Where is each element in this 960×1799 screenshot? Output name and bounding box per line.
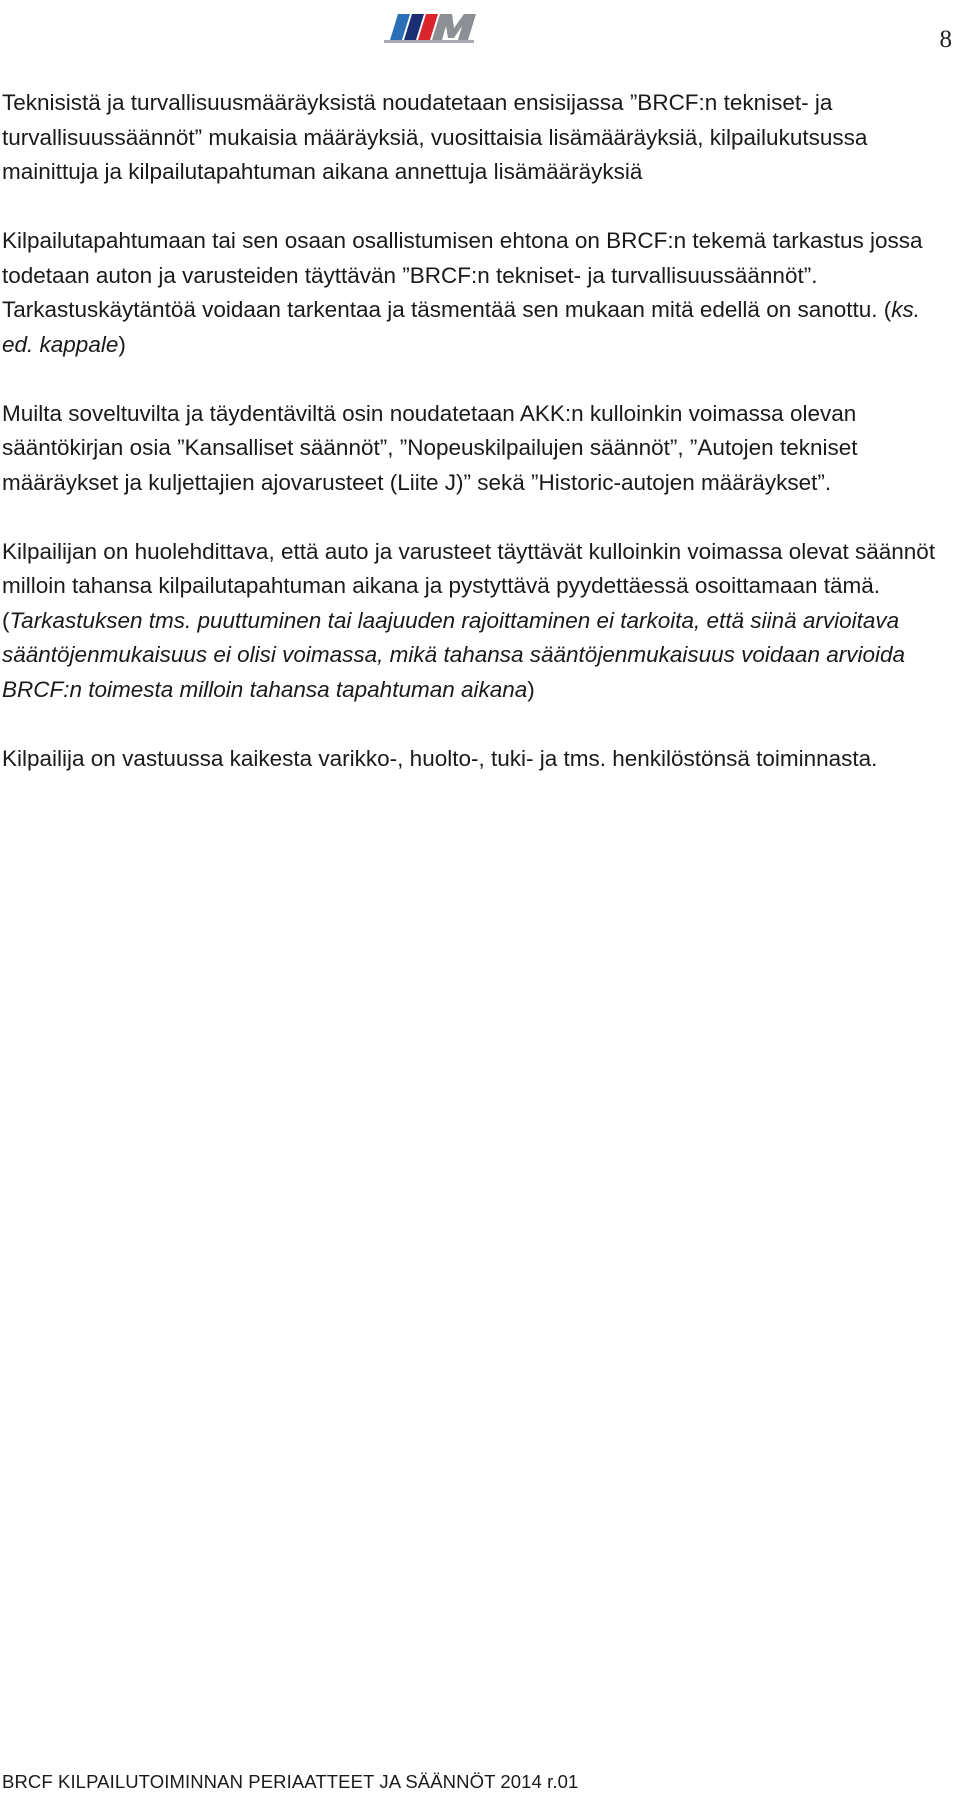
paragraph-inspection <box>2 224 950 362</box>
paragraph-text: Kilpailijan on huolehdittava, että auto ja varusteet täyttävät kulloinkin voimassa olevat säännöt milloin tahansa kilpailutapahtuman aikana ja pystyttävä pyydettäessä osoittamaan tämä. ( <box>2 538 936 633</box>
paragraph-competitor-duty <box>2 535 950 708</box>
page-footer: BRCF KILPAILUTOIMINNAN PERIAATTEET JA SÄÄNNÖT 2014 r.01 <box>2 1771 579 1792</box>
logo-m-letter <box>432 14 476 40</box>
paragraph-akk-rules <box>2 397 950 501</box>
paragraph-technical-rules <box>2 86 950 190</box>
paragraph-text: Teknisistä ja turvallisuusmääräyksistä noudatetaan ensisijassa ”BRCF:n tekniset- ja turvallisuussäännöt” mukaisia määräyksiä, vuosittaisia lisämääräyksiä, kilpailukutsussa mainittuja ja kilpailutapahtuman aikana annettuja lisämääräyksiä <box>2 90 868 184</box>
paragraph-text: Muilta soveltuvilta ja täydentäviltä osin noudatetaan AKK:n kulloinkin voimassa olevan sääntökirjan osia ”Kansalliset säännöt”, ”Nopeuskilpailujen säännöt”, ”Autojen tekniset määräykset ja kuljettajien ajovarusteet (Liite J)” sekä ”Historic-autojen määräykset”. <box>2 400 858 495</box>
page-number: 8 <box>939 26 952 53</box>
paragraph-italic-note: Tarkastuksen tms. puuttuminen tai laajuuden rajoittaminen ei tarkoita, että siinä arvioitava sääntöjenmukaisuus ei olisi voimassa, mikä tahansa sääntöjenmukaisuus voidaan arvioida BRCF:n toimesta milloin tahansa tapahtuman aikana <box>2 607 905 702</box>
paragraph-suffix: ) <box>527 676 535 702</box>
paragraph-suffix: ) <box>118 331 126 357</box>
paragraph-competitor-responsibility <box>2 742 950 777</box>
paragraph-text: Kilpailutapahtumaan tai sen osaan osallistumisen ehtona on BRCF:n tekemä tarkastus jossa todetaan auton ja varusteiden täyttävän ”BRCF:n tekniset- ja turvallisuussäännöt”. Tarkastuskäytäntöä voidaan tarkentaa ja täsmentää sen mukaan mitä edellä on sanottu. ( <box>2 228 923 322</box>
logo-baseline <box>384 40 474 43</box>
bmw-m-logo-icon <box>376 6 478 46</box>
paragraph-italic-reference: ks. ed. kappale <box>2 297 921 357</box>
paragraph-text: Kilpailija on vastuussa kaikesta varikko-, huolto-, tuki- ja tms. henkilöstönsä toiminnasta. <box>2 745 878 771</box>
document-body <box>2 86 950 811</box>
